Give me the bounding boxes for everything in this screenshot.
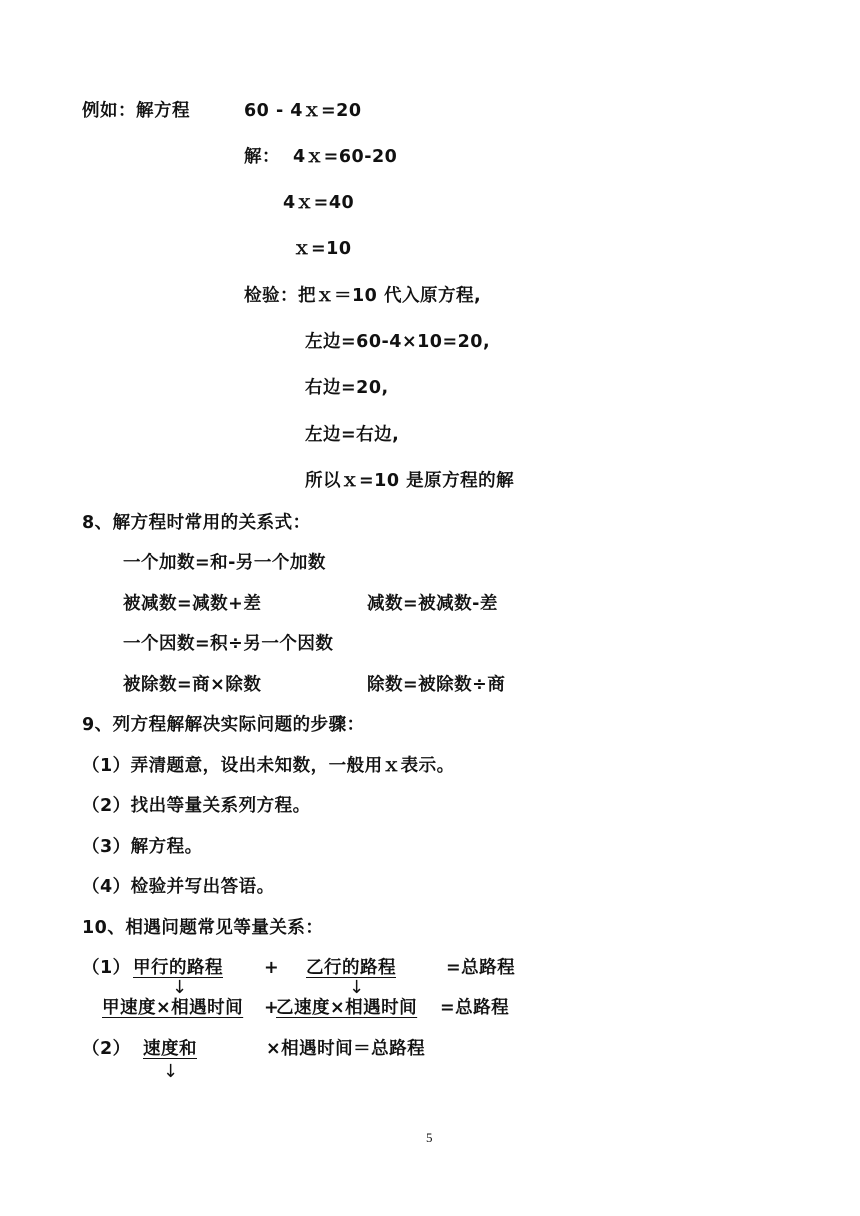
relation-subtrahend: 减数=被减数-差 — [367, 594, 498, 614]
check-conclusion: 所以ｘ=10 是原方程的解 — [305, 471, 515, 491]
relation-add: 一个加数=和-另一个加数 — [123, 553, 326, 573]
relation-2-rest: ×相遇时间＝总路程 — [266, 1039, 426, 1059]
step-4: （4）检验并写出答语。 — [82, 877, 275, 897]
relation-1-plus: + — [264, 958, 280, 978]
example-equation: 60 - 4ｘ=20 — [244, 101, 362, 121]
relation-1-distance-b: 乙行的路程 — [306, 958, 396, 978]
relation-1b-total: =总路程 — [440, 998, 510, 1018]
check-equal: 左边=右边, — [305, 425, 400, 445]
relation-2-speed-sum: 速度和 — [143, 1039, 197, 1059]
relation-factor: 一个因数=积÷另一个因数 — [123, 634, 334, 654]
relation-1b-term-a: 甲速度×相遇时间 — [102, 998, 244, 1018]
check-left: 左边=60-4×10=20, — [305, 332, 491, 352]
relation-divisor: 除数=被除数÷商 — [367, 675, 506, 695]
relation-2-number: （2） — [82, 1039, 131, 1059]
arrow-down-icon: ↓ — [163, 1061, 179, 1082]
solve-step-2: 4ｘ=40 — [283, 193, 355, 213]
section-8-title: 8、解方程时常用的关系式： — [82, 513, 311, 533]
step-3: （3）解方程。 — [82, 837, 203, 857]
relation-1b-term-b: 乙速度×相遇时间 — [276, 998, 418, 1018]
relation-1-total: =总路程 — [446, 958, 516, 978]
example-label: 例如：解方程 — [82, 101, 190, 121]
check-right: 右边=20, — [305, 378, 389, 398]
relation-dividend: 被除数=商×除数 — [123, 675, 262, 695]
solve-step-3: ｘ=10 — [293, 239, 352, 259]
check-label: 检验：把ｘ＝10 代入原方程, — [244, 286, 482, 306]
step-2: （2）找出等量关系列方程。 — [82, 796, 311, 816]
arrow-down-icon: ↓ — [349, 977, 365, 998]
step-1: （1）弄清题意，设出未知数，一般用ｘ表示。 — [82, 756, 455, 776]
relation-minuend: 被减数=减数+差 — [123, 594, 262, 614]
relation-1-distance-a: 甲行的路程 — [133, 958, 223, 978]
page-number: 5 — [426, 1130, 433, 1145]
section-10-title: 10、相遇问题常见等量关系： — [82, 918, 324, 938]
relation-1b-plus: + — [264, 998, 280, 1018]
arrow-down-icon: ↓ — [172, 977, 188, 998]
section-9-title: 9、列方程解解决实际问题的步骤： — [82, 715, 365, 735]
solve-label: 解： — [244, 147, 280, 167]
relation-1-number: （1） — [82, 958, 131, 978]
solve-step-1: 4ｘ=60-20 — [293, 147, 398, 167]
